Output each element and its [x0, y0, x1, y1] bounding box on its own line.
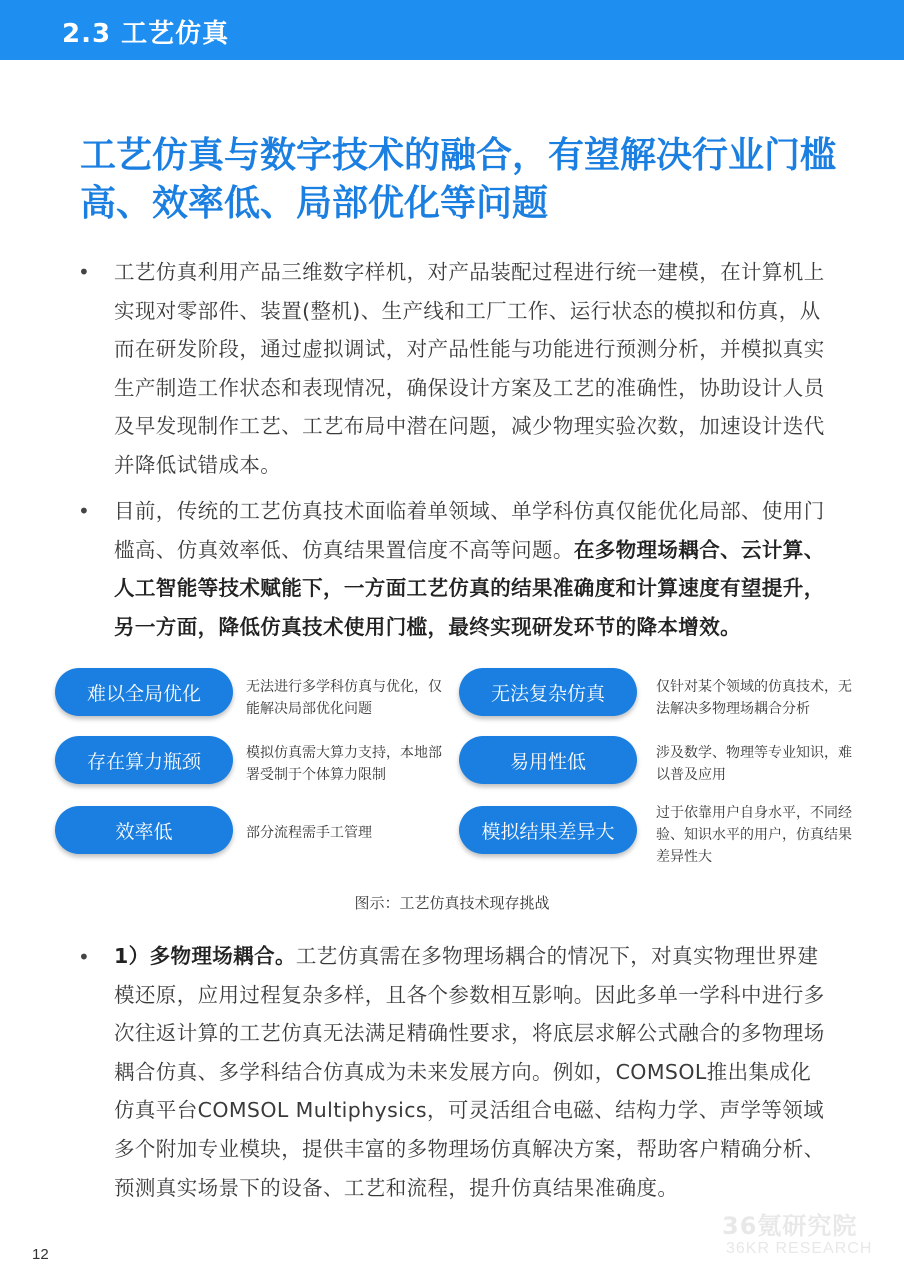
watermark-en: 36KR RESEARCH	[726, 1240, 873, 1257]
challenge-desc: 过于依靠用户自身水平，不同经验、知识水平的用户，仿真结果差异性大	[656, 805, 852, 865]
bullet-dot: •	[78, 260, 90, 284]
challenge-desc: 仅针对某个领域的仿真技术，无法解决多物理场耦合分析	[656, 679, 852, 717]
challenge-pill-complex-simulation: 无法复杂仿真	[459, 668, 637, 716]
challenge-pill-low-efficiency: 效率低	[55, 806, 233, 854]
bullet-paragraph-2	[114, 492, 830, 648]
bullet-1-text: 工艺仿真利用产品三维数字样机，对产品装配过程进行统一建模，在计算机上实现对零部件、装置(整机)、生产线和工厂工作、运行状态的模拟和仿真，从而在研发阶段，通过虚拟调试，对产品性能与功能进行预测分析，并模拟真实生产制造工作状态和表现情况，确保设计方案及工艺的准确性，协助设计人员及早发现制作工艺、工艺布局中潜在问题，减少物理实验次数，加速设计迭代并降低试错成本。	[114, 260, 825, 477]
bullet-2-text: 目前，传统的工艺仿真技术面临着单领域、单学科仿真仅能优化局部、使用门槛高、仿真效率低、仿真结果置信度不高等问题。	[114, 499, 825, 562]
bullet-3-bold: 1）多物理场耦合。	[114, 944, 296, 968]
challenge-pill-compute-bottleneck: 存在算力瓶颈	[55, 736, 233, 784]
challenge-pill-global-optimization: 难以全局优化	[55, 668, 233, 716]
section-header-bar	[0, 0, 904, 60]
challenge-desc: 涉及数学、物理等专业知识，难以普及应用	[656, 745, 852, 783]
bullet-dot: •	[78, 945, 90, 969]
challenge-desc: 无法进行多学科仿真与优化，仅能解决局部优化问题	[246, 679, 442, 717]
bullet-2-bold: 在多物理场耦合、云计算、人工智能等技术赋能下，一方面工艺仿真的结果准确度和计算速度有望提升，另一方面，降低仿真技术使用门槛，最终实现研发环节的降本增效。	[114, 537, 825, 639]
bullet-paragraph-1	[114, 253, 830, 485]
bullet-dot: •	[78, 499, 90, 523]
figure-caption: 图示：工艺仿真技术现存挑战	[354, 894, 550, 912]
challenge-pill-result-variance: 模拟结果差异大	[459, 806, 637, 854]
bullet-paragraph-3	[114, 937, 830, 1209]
challenge-desc: 部分流程需手工管理	[246, 825, 372, 841]
challenge-desc: 模拟仿真需大算力支持，本地部署受制于个体算力限制	[246, 745, 442, 783]
page-headline: 工艺仿真与数字技术的融合，有望解决行业门槛高、效率低、局部优化等问题	[80, 135, 837, 224]
bullet-3-text: 工艺仿真需在多物理场耦合的情况下，对真实物理世界建模还原，应用过程复杂多样，且各个参数相互影响。因此多单一学科中进行多次往返计算的工艺仿真无法满足精确性要求，将底层求解公式融合的多物理场耦合仿真、多学科结合仿真成为未来发展方向。例如，COMSOL推出集成化仿真平台COMSOL Multiphysics，可灵活组合电磁、结构力学、声学等领域多个附加专业模块，提供丰富的多物理场仿真解决方案，帮助客户精确分析、预测真实场景下的设备、工艺和流程，提升仿真结果准确度。	[114, 944, 825, 1200]
page-number: 12	[32, 1246, 49, 1263]
section-title: 2.3 工艺仿真	[62, 19, 230, 49]
challenge-pill-low-usability: 易用性低	[459, 736, 637, 784]
watermark-cn: 36氪研究院	[722, 1212, 858, 1240]
